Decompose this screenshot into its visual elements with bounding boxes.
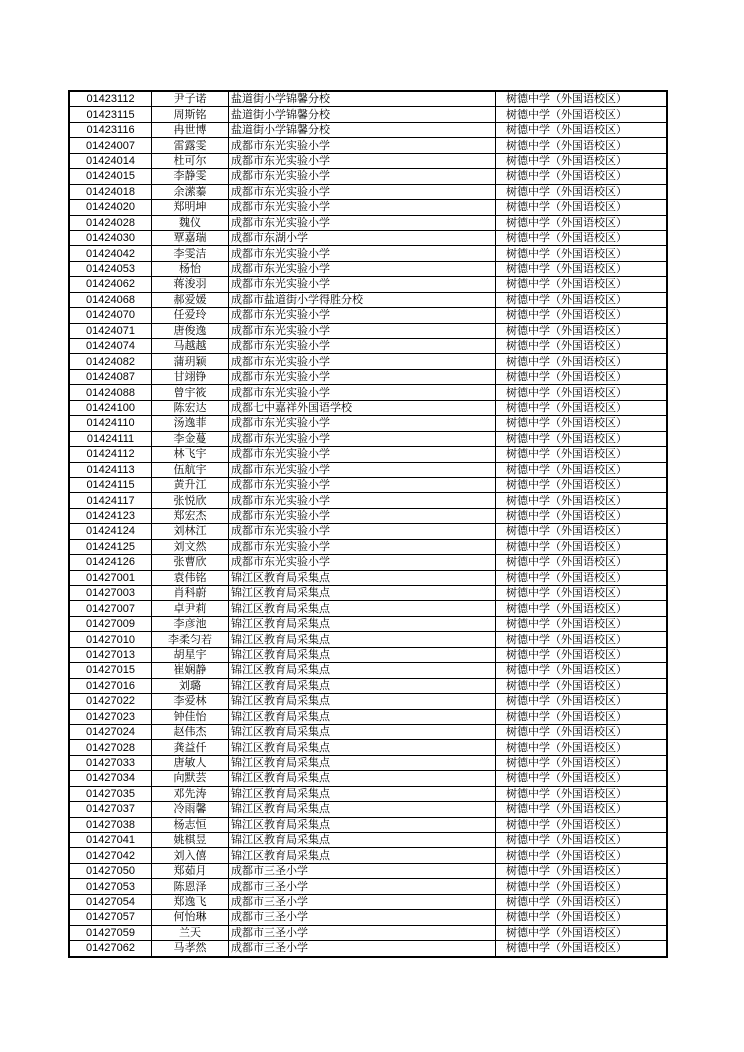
exam-id-cell: 01427015 <box>69 663 152 678</box>
school-cell: 成都市东光实验小学 <box>229 200 496 215</box>
school-cell: 锦江区教育局采集点 <box>229 570 496 585</box>
table-row <box>69 308 667 323</box>
school-cell: 成都市东光实验小学 <box>229 462 496 477</box>
exam-id-cell: 01424053 <box>69 261 152 276</box>
exam-id-cell: 01424100 <box>69 400 152 415</box>
table-row <box>69 184 667 199</box>
student-name-cell: 杜可尔 <box>152 153 229 168</box>
admitted-school-cell: 树德中学（外国语校区） <box>496 447 668 462</box>
admitted-school-cell: 树德中学（外国语校区） <box>496 477 668 492</box>
table-row <box>69 169 667 184</box>
school-cell: 盐道街小学锦馨分校 <box>229 107 496 122</box>
exam-id-cell: 01424014 <box>69 153 152 168</box>
school-cell: 锦江区教育局采集点 <box>229 647 496 662</box>
table-row <box>69 817 667 832</box>
student-name-cell: 余潆蓁 <box>152 184 229 199</box>
student-name-cell: 刘林江 <box>152 524 229 539</box>
student-name-cell: 胡星宇 <box>152 647 229 662</box>
student-name-cell: 郝爱媛 <box>152 292 229 307</box>
school-cell: 成都市东光实验小学 <box>229 339 496 354</box>
exam-id-cell: 01427007 <box>69 601 152 616</box>
student-name-cell: 钟佳怡 <box>152 709 229 724</box>
student-name-cell: 龚益仟 <box>152 740 229 755</box>
exam-id-cell: 01427023 <box>69 709 152 724</box>
student-name-cell: 陈宏达 <box>152 400 229 415</box>
admitted-school-cell: 树德中学（外国语校区） <box>496 431 668 446</box>
student-name-cell: 李静雯 <box>152 169 229 184</box>
exam-id-cell: 01424070 <box>69 308 152 323</box>
table-row <box>69 323 667 338</box>
school-cell: 成都市东光实验小学 <box>229 215 496 230</box>
table-row <box>69 261 667 276</box>
admitted-school-cell: 树德中学（外国语校区） <box>496 941 668 957</box>
exam-id-cell: 01427001 <box>69 570 152 585</box>
student-name-cell: 郑明坤 <box>152 200 229 215</box>
school-cell: 成都市东光实验小学 <box>229 385 496 400</box>
admitted-school-cell: 树德中学（外国语校区） <box>496 894 668 909</box>
exam-id-cell: 01424074 <box>69 339 152 354</box>
school-cell: 成都市东光实验小学 <box>229 508 496 523</box>
admitted-school-cell: 树德中学（外国语校区） <box>496 616 668 631</box>
table-row <box>69 477 667 492</box>
school-cell: 锦江区教育局采集点 <box>229 833 496 848</box>
admitted-school-cell: 树德中学（外国语校区） <box>496 863 668 878</box>
student-name-cell: 尹子诺 <box>152 91 229 107</box>
admitted-school-cell: 树德中学（外国语校区） <box>496 508 668 523</box>
admitted-school-cell: 树德中学（外国语校区） <box>496 416 668 431</box>
admitted-school-cell: 树德中学（外国语校区） <box>496 153 668 168</box>
admitted-school-cell: 树德中学（外国语校区） <box>496 910 668 925</box>
school-cell: 锦江区教育局采集点 <box>229 848 496 863</box>
exam-id-cell: 01424110 <box>69 416 152 431</box>
admitted-school-cell: 树德中学（外国语校区） <box>496 277 668 292</box>
school-cell: 成都市东光实验小学 <box>229 477 496 492</box>
exam-id-cell: 01424082 <box>69 354 152 369</box>
school-cell: 成都市东湖小学 <box>229 230 496 245</box>
school-cell: 成都市东光实验小学 <box>229 447 496 462</box>
school-cell: 成都市东光实验小学 <box>229 153 496 168</box>
school-cell: 锦江区教育局采集点 <box>229 616 496 631</box>
admitted-school-cell: 树德中学（外国语校区） <box>496 833 668 848</box>
exam-id-cell: 01427050 <box>69 863 152 878</box>
school-cell: 成都七中嘉祥外国语学校 <box>229 400 496 415</box>
exam-id-cell: 01424062 <box>69 277 152 292</box>
table-row <box>69 230 667 245</box>
school-cell: 成都市东光实验小学 <box>229 555 496 570</box>
exam-id-cell: 01427057 <box>69 910 152 925</box>
student-name-cell: 崔娴静 <box>152 663 229 678</box>
table-row <box>69 524 667 539</box>
admitted-school-cell: 树德中学（外国语校区） <box>496 678 668 693</box>
exam-id-cell: 01423115 <box>69 107 152 122</box>
student-name-cell: 汤逸菲 <box>152 416 229 431</box>
table-row <box>69 539 667 554</box>
student-name-cell: 马越越 <box>152 339 229 354</box>
student-name-cell: 张曹欣 <box>152 555 229 570</box>
school-cell: 锦江区教育局采集点 <box>229 817 496 832</box>
admitted-school-cell: 树德中学（外国语校区） <box>496 925 668 940</box>
admitted-school-cell: 树德中学（外国语校区） <box>496 230 668 245</box>
student-name-cell: 卓尹莉 <box>152 601 229 616</box>
student-name-cell: 冷雨馨 <box>152 802 229 817</box>
school-cell: 成都市东光实验小学 <box>229 246 496 261</box>
exam-id-cell: 01424126 <box>69 555 152 570</box>
table-row <box>69 863 667 878</box>
school-cell: 锦江区教育局采集点 <box>229 678 496 693</box>
student-name-cell: 赵伟杰 <box>152 724 229 739</box>
table-row <box>69 385 667 400</box>
student-name-cell: 任爱玲 <box>152 308 229 323</box>
admitted-school-cell: 树德中学（外国语校区） <box>496 817 668 832</box>
exam-id-cell: 01427053 <box>69 879 152 894</box>
table-row <box>69 339 667 354</box>
student-name-cell: 唐俊逸 <box>152 323 229 338</box>
admitted-school-cell: 树德中学（外国语校区） <box>496 771 668 786</box>
table-row <box>69 848 667 863</box>
admitted-school-cell: 树德中学（外国语校区） <box>496 740 668 755</box>
exam-id-cell: 01423116 <box>69 122 152 137</box>
exam-id-cell: 01427028 <box>69 740 152 755</box>
exam-id-cell: 01424042 <box>69 246 152 261</box>
exam-id-cell: 01424071 <box>69 323 152 338</box>
table-row <box>69 354 667 369</box>
school-cell: 成都市三圣小学 <box>229 910 496 925</box>
school-cell: 锦江区教育局采集点 <box>229 601 496 616</box>
admitted-school-cell: 树德中学（外国语校区） <box>496 524 668 539</box>
table-row <box>69 493 667 508</box>
school-cell: 锦江区教育局采集点 <box>229 586 496 601</box>
table-body <box>69 91 667 957</box>
school-cell: 成都市东光实验小学 <box>229 184 496 199</box>
admitted-school-cell: 树德中学（外国语校区） <box>496 786 668 801</box>
student-name-cell: 郑宏杰 <box>152 508 229 523</box>
exam-id-cell: 01424020 <box>69 200 152 215</box>
school-cell: 成都市东光实验小学 <box>229 308 496 323</box>
school-cell: 盐道街小学锦馨分校 <box>229 91 496 107</box>
admitted-school-cell: 树德中学（外国语校区） <box>496 663 668 678</box>
exam-id-cell: 01424015 <box>69 169 152 184</box>
table-row <box>69 369 667 384</box>
student-name-cell: 邓先涛 <box>152 786 229 801</box>
student-name-cell: 李雯洁 <box>152 246 229 261</box>
school-cell: 成都市三圣小学 <box>229 925 496 940</box>
school-cell: 成都市东光实验小学 <box>229 277 496 292</box>
student-name-cell: 刘璐 <box>152 678 229 693</box>
exam-id-cell: 01424117 <box>69 493 152 508</box>
student-name-cell: 魏仪 <box>152 215 229 230</box>
exam-id-cell: 01427062 <box>69 941 152 957</box>
school-cell: 成都市东光实验小学 <box>229 524 496 539</box>
table-row <box>69 215 667 230</box>
table-row <box>69 694 667 709</box>
school-cell: 成都市东光实验小学 <box>229 323 496 338</box>
student-name-cell: 何怡琳 <box>152 910 229 925</box>
table-row <box>69 570 667 585</box>
student-name-cell: 李彦池 <box>152 616 229 631</box>
admitted-school-cell: 树德中学（外国语校区） <box>496 246 668 261</box>
student-name-cell: 杨志恒 <box>152 817 229 832</box>
school-cell: 锦江区教育局采集点 <box>229 632 496 647</box>
table-row <box>69 941 667 957</box>
student-name-cell: 杨怡 <box>152 261 229 276</box>
table-row <box>69 925 667 940</box>
table-row <box>69 647 667 662</box>
table-row <box>69 724 667 739</box>
exam-id-cell: 01424125 <box>69 539 152 554</box>
table-row <box>69 833 667 848</box>
table-row <box>69 601 667 616</box>
student-name-cell: 向默芸 <box>152 771 229 786</box>
admitted-school-cell: 树德中学（外国语校区） <box>496 586 668 601</box>
exam-id-cell: 01424018 <box>69 184 152 199</box>
admitted-school-cell: 树德中学（外国语校区） <box>496 539 668 554</box>
admitted-school-cell: 树德中学（外国语校区） <box>496 215 668 230</box>
admitted-school-cell: 树德中学（外国语校区） <box>496 632 668 647</box>
school-cell: 成都市三圣小学 <box>229 879 496 894</box>
school-cell: 锦江区教育局采集点 <box>229 786 496 801</box>
school-cell: 锦江区教育局采集点 <box>229 802 496 817</box>
admitted-school-cell: 树德中学（外国语校区） <box>496 200 668 215</box>
admitted-school-cell: 树德中学（外国语校区） <box>496 261 668 276</box>
exam-id-cell: 01427041 <box>69 833 152 848</box>
admitted-school-cell: 树德中学（外国语校区） <box>496 802 668 817</box>
school-cell: 锦江区教育局采集点 <box>229 771 496 786</box>
admitted-school-cell: 树德中学（外国语校区） <box>496 138 668 153</box>
table-row <box>69 447 667 462</box>
admitted-school-cell: 树德中学（外国语校区） <box>496 354 668 369</box>
exam-id-cell: 01427034 <box>69 771 152 786</box>
table-row <box>69 910 667 925</box>
exam-id-cell: 01424115 <box>69 477 152 492</box>
student-name-cell: 冉世博 <box>152 122 229 137</box>
school-cell: 锦江区教育局采集点 <box>229 755 496 770</box>
exam-id-cell: 01427024 <box>69 724 152 739</box>
student-name-cell: 蒋浚羽 <box>152 277 229 292</box>
table-row <box>69 755 667 770</box>
admitted-school-cell: 树德中学（外国语校区） <box>496 400 668 415</box>
school-cell: 成都市盐道街小学得胜分校 <box>229 292 496 307</box>
table-row <box>69 663 667 678</box>
admitted-school-cell: 树德中学（外国语校区） <box>496 107 668 122</box>
table-row <box>69 462 667 477</box>
school-cell: 锦江区教育局采集点 <box>229 740 496 755</box>
student-name-cell: 李柔匀若 <box>152 632 229 647</box>
table-row <box>69 431 667 446</box>
exam-id-cell: 01424113 <box>69 462 152 477</box>
admitted-school-cell: 树德中学（外国语校区） <box>496 308 668 323</box>
exam-id-cell: 01427013 <box>69 647 152 662</box>
admitted-school-cell: 树德中学（外国语校区） <box>496 694 668 709</box>
school-cell: 成都市东光实验小学 <box>229 169 496 184</box>
student-name-cell: 马孝然 <box>152 941 229 957</box>
admitted-school-cell: 树德中学（外国语校区） <box>496 169 668 184</box>
school-cell: 成都市三圣小学 <box>229 941 496 957</box>
student-name-cell: 覃嘉瑞 <box>152 230 229 245</box>
exam-id-cell: 01427003 <box>69 586 152 601</box>
school-cell: 成都市东光实验小学 <box>229 539 496 554</box>
table-row <box>69 616 667 631</box>
table-row <box>69 107 667 122</box>
table-row <box>69 632 667 647</box>
school-cell: 成都市三圣小学 <box>229 863 496 878</box>
table-row <box>69 416 667 431</box>
exam-id-cell: 01427016 <box>69 678 152 693</box>
table-row <box>69 555 667 570</box>
student-name-cell: 兰天 <box>152 925 229 940</box>
admitted-school-cell: 树德中学（外国语校区） <box>496 601 668 616</box>
admission-table <box>68 90 668 958</box>
table-row <box>69 740 667 755</box>
exam-id-cell: 01427038 <box>69 817 152 832</box>
student-name-cell: 甘翊铮 <box>152 369 229 384</box>
student-name-cell: 张悦欣 <box>152 493 229 508</box>
admitted-school-cell: 树德中学（外国语校区） <box>496 709 668 724</box>
exam-id-cell: 01424112 <box>69 447 152 462</box>
student-name-cell: 李金蔓 <box>152 431 229 446</box>
student-name-cell: 肖科蔚 <box>152 586 229 601</box>
student-name-cell: 曾宇筱 <box>152 385 229 400</box>
admitted-school-cell: 树德中学（外国语校区） <box>496 369 668 384</box>
exam-id-cell: 01427033 <box>69 755 152 770</box>
exam-id-cell: 01424111 <box>69 431 152 446</box>
exam-id-cell: 01424087 <box>69 369 152 384</box>
student-name-cell: 郑茹月 <box>152 863 229 878</box>
school-cell: 成都市三圣小学 <box>229 894 496 909</box>
exam-id-cell: 01424028 <box>69 215 152 230</box>
student-name-cell: 蒲玥颖 <box>152 354 229 369</box>
table-row <box>69 786 667 801</box>
table-row <box>69 802 667 817</box>
exam-id-cell: 01424068 <box>69 292 152 307</box>
exam-id-cell: 01427009 <box>69 616 152 631</box>
student-name-cell: 伍航宇 <box>152 462 229 477</box>
table-row <box>69 400 667 415</box>
student-name-cell: 郑逸飞 <box>152 894 229 909</box>
school-cell: 盐道街小学锦馨分校 <box>229 122 496 137</box>
table-row <box>69 200 667 215</box>
table-row <box>69 771 667 786</box>
exam-id-cell: 01424124 <box>69 524 152 539</box>
admitted-school-cell: 树德中学（外国语校区） <box>496 122 668 137</box>
student-name-cell: 唐敏人 <box>152 755 229 770</box>
student-name-cell: 袁伟铭 <box>152 570 229 585</box>
exam-id-cell: 01427010 <box>69 632 152 647</box>
exam-id-cell: 01427042 <box>69 848 152 863</box>
admitted-school-cell: 树德中学（外国语校区） <box>496 493 668 508</box>
admitted-school-cell: 树德中学（外国语校区） <box>496 570 668 585</box>
table-row <box>69 277 667 292</box>
admitted-school-cell: 树德中学（外国语校区） <box>496 555 668 570</box>
school-cell: 锦江区教育局采集点 <box>229 663 496 678</box>
school-cell: 成都市东光实验小学 <box>229 261 496 276</box>
school-cell: 成都市东光实验小学 <box>229 431 496 446</box>
school-cell: 成都市东光实验小学 <box>229 369 496 384</box>
exam-id-cell: 01424088 <box>69 385 152 400</box>
exam-id-cell: 01423112 <box>69 91 152 107</box>
student-name-cell: 姚棋昱 <box>152 833 229 848</box>
admitted-school-cell: 树德中学（外国语校区） <box>496 879 668 894</box>
table-row <box>69 678 667 693</box>
admitted-school-cell: 树德中学（外国语校区） <box>496 339 668 354</box>
student-name-cell: 黄升江 <box>152 477 229 492</box>
school-cell: 锦江区教育局采集点 <box>229 724 496 739</box>
admitted-school-cell: 树德中学（外国语校区） <box>496 462 668 477</box>
student-name-cell: 雷露雯 <box>152 138 229 153</box>
student-name-cell: 李爱林 <box>152 694 229 709</box>
table-row <box>69 122 667 137</box>
admitted-school-cell: 树德中学（外国语校区） <box>496 724 668 739</box>
school-cell: 成都市东光实验小学 <box>229 354 496 369</box>
student-name-cell: 刘入僖 <box>152 848 229 863</box>
admitted-school-cell: 树德中学（外国语校区） <box>496 848 668 863</box>
admitted-school-cell: 树德中学（外国语校区） <box>496 323 668 338</box>
exam-id-cell: 01424007 <box>69 138 152 153</box>
school-cell: 成都市东光实验小学 <box>229 416 496 431</box>
table-row <box>69 709 667 724</box>
admitted-school-cell: 树德中学（外国语校区） <box>496 184 668 199</box>
exam-id-cell: 01427022 <box>69 694 152 709</box>
table-row <box>69 91 667 107</box>
student-name-cell: 林飞宇 <box>152 447 229 462</box>
admitted-school-cell: 树德中学（外国语校区） <box>496 292 668 307</box>
student-name-cell: 陈恩泽 <box>152 879 229 894</box>
table-row <box>69 292 667 307</box>
table-row <box>69 508 667 523</box>
admitted-school-cell: 树德中学（外国语校区） <box>496 755 668 770</box>
exam-id-cell: 01427037 <box>69 802 152 817</box>
exam-id-cell: 01427054 <box>69 894 152 909</box>
exam-id-cell: 01427059 <box>69 925 152 940</box>
admitted-school-cell: 树德中学（外国语校区） <box>496 91 668 107</box>
school-cell: 锦江区教育局采集点 <box>229 709 496 724</box>
student-name-cell: 周斯铭 <box>152 107 229 122</box>
school-cell: 成都市东光实验小学 <box>229 138 496 153</box>
exam-id-cell: 01427035 <box>69 786 152 801</box>
admitted-school-cell: 树德中学（外国语校区） <box>496 385 668 400</box>
table-row <box>69 153 667 168</box>
school-cell: 锦江区教育局采集点 <box>229 694 496 709</box>
table-row <box>69 894 667 909</box>
exam-id-cell: 01424030 <box>69 230 152 245</box>
admitted-school-cell: 树德中学（外国语校区） <box>496 647 668 662</box>
exam-id-cell: 01424123 <box>69 508 152 523</box>
table-row <box>69 138 667 153</box>
table-row <box>69 879 667 894</box>
table-row <box>69 586 667 601</box>
student-name-cell: 刘文然 <box>152 539 229 554</box>
school-cell: 成都市东光实验小学 <box>229 493 496 508</box>
table-row <box>69 246 667 261</box>
